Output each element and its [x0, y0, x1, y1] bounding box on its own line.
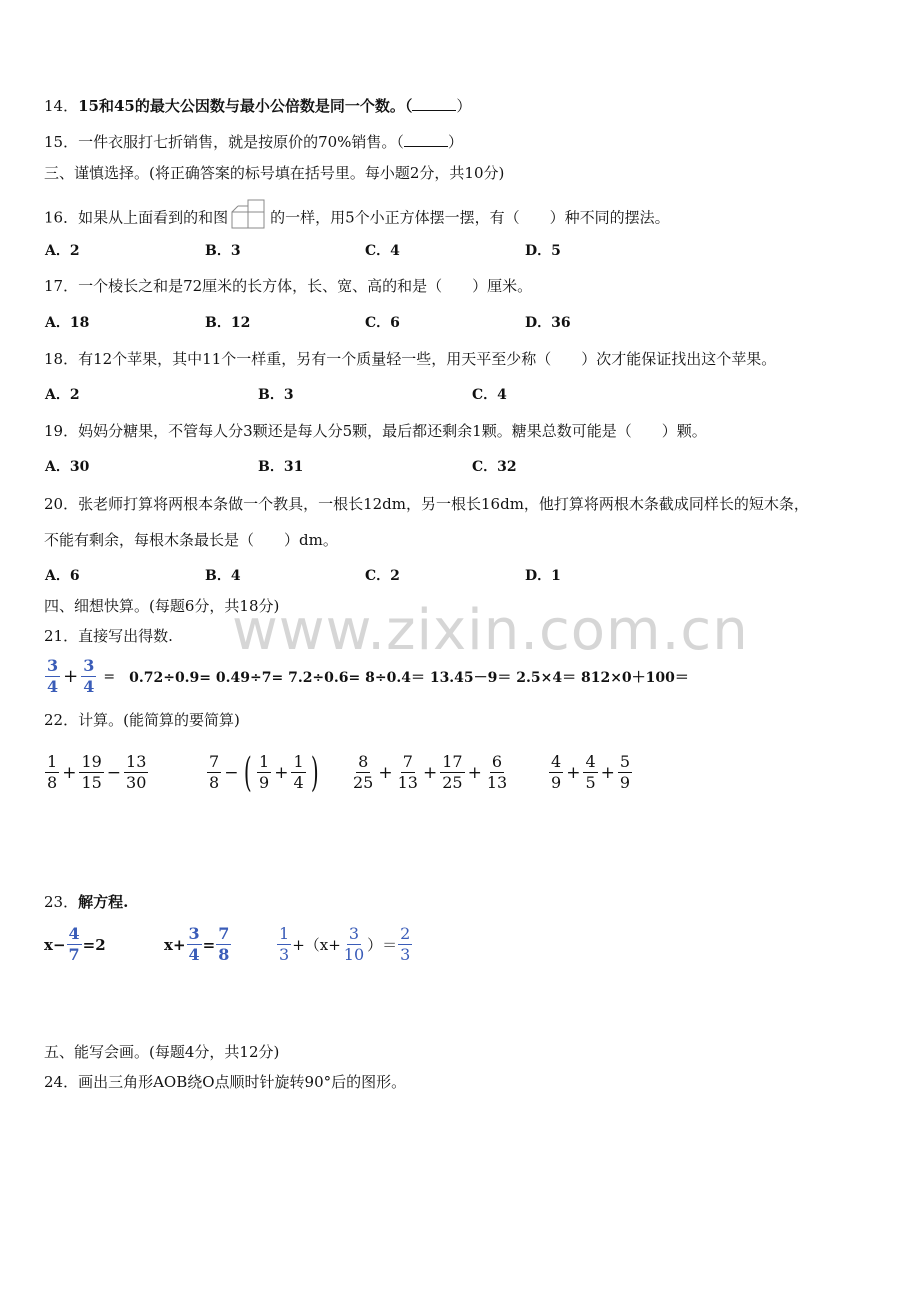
question-number: 17．: [44, 277, 79, 295]
question-number: 14．: [44, 97, 79, 115]
option-b[interactable]: B．12: [205, 315, 251, 331]
option-d[interactable]: D．5: [525, 243, 561, 259]
question-text: 解方程.: [78, 893, 129, 911]
plus-sign: +: [63, 666, 79, 687]
equals-sign: =: [103, 668, 116, 685]
fraction: $\frac{3}{4}$: [83, 656, 95, 696]
calc-expression-3: $\frac{8}{25}$ + $\frac{7}{13}$ + $\frac{17}{25}$ + $\frac{6}{13}$: [353, 752, 508, 792]
section-5-heading: 五、能写会画。(每题4分，共12分): [44, 1043, 280, 1061]
question-22: [44, 710, 240, 730]
question-number: 18．: [44, 350, 79, 368]
equation-2: x+ $\frac{3}{4}$ = $\frac{7}{8}$: [164, 924, 230, 964]
option-a[interactable]: A．2: [45, 243, 80, 259]
question-number: 20．: [44, 495, 79, 513]
option-b[interactable]: B．3: [258, 387, 294, 403]
calc-expression-1: $\frac{1}{8}$ + $\frac{19}{15}$ − $\frac{13}{30}$: [47, 752, 147, 792]
q21-expressions: [44, 656, 689, 697]
question-number: 19．: [44, 422, 79, 440]
question-20: [44, 494, 809, 514]
question-17: [44, 276, 532, 296]
cube-top-view-icon: [230, 198, 268, 239]
option-a[interactable]: A．2: [45, 387, 80, 403]
question-19: [44, 421, 707, 441]
option-a[interactable]: A．18: [45, 315, 90, 331]
option-c[interactable]: C．4: [472, 387, 507, 403]
question-18: [44, 349, 776, 369]
question-text: 计算。(能简算的要简算): [78, 711, 240, 729]
question-number: 24．: [44, 1073, 79, 1091]
calc-expression-4: $\frac{4}{9}$ + $\frac{4}{5}$ + $\frac{5}{9}$: [551, 752, 631, 792]
watermark: www.zixin.com.cn: [232, 598, 749, 663]
calc-expression-2: $\frac{7}{8}$ − ( $\frac{1}{9}$ + $\frac{1}{4}$ ): [209, 749, 319, 796]
option-d[interactable]: D．36: [525, 315, 571, 331]
option-b[interactable]: B．3: [205, 243, 241, 259]
option-d[interactable]: D．1: [525, 568, 561, 584]
answer-blank[interactable]: [412, 96, 456, 111]
question-text: 有12个苹果，其中11个一样重，另有一个质量轻一些，用天平至少称（ ）次才能保证找出这个苹果。: [78, 350, 777, 368]
question-14: [44, 96, 471, 116]
question-21: [44, 626, 173, 646]
question-text: 如果从上面看到的和图: [78, 208, 229, 227]
option-c[interactable]: C．4: [365, 243, 400, 259]
option-c[interactable]: C．32: [472, 459, 517, 475]
option-a[interactable]: A．6: [45, 568, 80, 584]
question-number: 15．: [44, 133, 79, 151]
question-text: 一件衣服打七折销售，就是按原价的70%销售。（: [78, 133, 404, 151]
option-c[interactable]: C．6: [365, 315, 400, 331]
question-20-line2: 不能有剩余，每根木条最长是（ ）dm。: [44, 531, 338, 549]
question-text: 15和45的最大公因数与最小公倍数是同一个数。（: [78, 97, 413, 115]
equation-3: $\frac{1}{3}$ +（x+ $\frac{3}{10}$ ）＝ $\frac{2}{3}$: [279, 924, 411, 964]
close-paren: ）: [447, 133, 463, 151]
question-text: 直接写出得数.: [78, 627, 173, 645]
equation-1: x− $\frac{4}{7}$ =2: [44, 924, 106, 964]
fraction: $\frac{3}{4}$: [47, 656, 59, 696]
answer-blank[interactable]: [404, 132, 448, 147]
question-number: 22．: [44, 711, 79, 729]
question-text: 妈妈分糖果，不管每人分3颗还是每人分5颗，最后都还剩余1颗。糖果总数可能是（ ）颗。: [78, 422, 707, 440]
question-number: 21．: [44, 627, 79, 645]
option-c[interactable]: C．2: [365, 568, 400, 584]
section-3-heading: 三、谨慎选择。(将正确答案的标号填在括号里。每小题2分，共10分): [44, 164, 505, 182]
question-23: [44, 892, 128, 912]
close-paren: ）: [456, 97, 472, 115]
question-text: 张老师打算将两根本条做一个教具，一根长12dm，另一根长16dm，他打算将两根木条截成同样长的短木条，: [78, 495, 809, 513]
mental-math-list: 0.72÷0.9= 0.49÷7= 7.2÷0.6= 8÷0.4＝ 13.45－9＝ 2.5×4＝ 812×0＋100＝: [129, 669, 689, 686]
question-text: 一个棱长之和是72厘米的长方体，长、宽、高的和是（ ）厘米。: [78, 277, 533, 295]
option-b[interactable]: B．31: [258, 459, 304, 475]
option-a[interactable]: A．30: [45, 459, 90, 475]
question-number: 16．: [44, 208, 79, 227]
question-text: 画出三角形AOB绕O点顺时针旋转90°后的图形。: [78, 1073, 407, 1091]
question-15: [44, 132, 463, 152]
question-text-cont: 的一样，用5个小正方体摆一摆，有（ ）种不同的摆法。: [270, 208, 670, 227]
question-24: [44, 1072, 406, 1092]
question-number: 23．: [44, 893, 79, 911]
question-16: [44, 198, 670, 239]
section-4-heading: 四、细想快算。(每题6分，共18分): [44, 597, 280, 615]
option-b[interactable]: B．4: [205, 568, 241, 584]
